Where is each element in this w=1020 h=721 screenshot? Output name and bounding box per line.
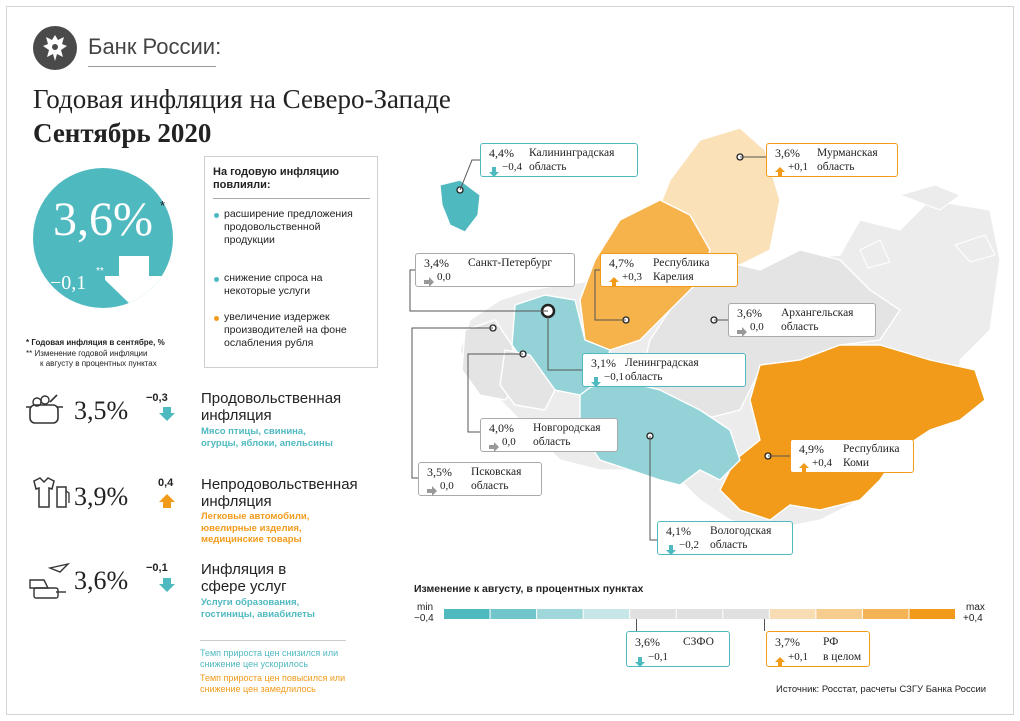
scale-marker-line <box>764 619 765 631</box>
right-arrow-icon <box>424 277 434 287</box>
scale-marker-0 <box>626 631 730 667</box>
marker-name: СЗФО <box>683 636 714 648</box>
scale-segment <box>491 609 537 619</box>
bank-logo <box>33 26 77 70</box>
factor-item: расширение предложения продовольственной продукции <box>224 208 353 246</box>
footnote-2: ** Изменение годовой инфляции <box>26 349 148 358</box>
scale-max-value: +0,4 <box>963 613 983 624</box>
down-arrow-icon <box>159 578 175 592</box>
legend-down-text: Темп прироста цен снизился или снижение цен ускорилось <box>200 648 339 669</box>
marker-name-2: в целом <box>823 651 862 663</box>
scale-marker-1 <box>766 631 870 667</box>
region-change: −0,1 <box>604 371 624 383</box>
up-arrow-icon <box>775 167 785 177</box>
region-callout-komi <box>790 439 914 473</box>
region-value: 4,4% <box>489 146 514 160</box>
page-title: Годовая инфляция на Северо-Западе <box>33 84 451 114</box>
factor-bullet <box>214 316 219 321</box>
region-value: 4,1% <box>666 524 691 538</box>
region-name-2: область <box>529 161 567 173</box>
region-name: Республика <box>653 257 710 269</box>
scale-segment <box>863 609 909 619</box>
scale-segment <box>677 609 723 619</box>
region-callout-vologda <box>657 521 793 555</box>
marker-value: 3,7% <box>775 635 800 649</box>
scale-segment <box>723 609 769 619</box>
region-name: Ленинградская <box>625 357 699 369</box>
food-inflation-items: Мясо птицы, свинина, огурцы, яблоки, апельсины <box>201 426 333 449</box>
region-name-2: область <box>710 539 748 551</box>
right-arrow-icon <box>427 486 437 496</box>
region-name: Вологодская <box>710 525 772 537</box>
factor-item: увеличение издержек производителей на фоне ослабления рубля <box>224 311 347 349</box>
region-callout-kaliningrad <box>480 143 638 177</box>
scale-segment <box>816 609 862 619</box>
region-callout-murmansk <box>766 143 898 177</box>
region-callout-leningrad <box>582 353 746 387</box>
up-arrow-icon <box>799 463 809 473</box>
legend-up-text: Темп прироста цен повысился или снижение цен замедлилось <box>200 673 346 694</box>
region-value: 3,1% <box>591 356 616 370</box>
marker-change: −0,1 <box>648 651 668 663</box>
services-inflation-items: Услуги образования, гостиницы, авиабилеты <box>201 597 315 620</box>
right-arrow-icon <box>489 442 499 452</box>
region-change: 0,0 <box>437 271 451 283</box>
region-name-2: область <box>471 480 509 492</box>
scale-title: Изменение к августу, в процентных пунктах <box>414 583 644 595</box>
page-subtitle: Сентябрь 2020 <box>33 118 212 148</box>
down-arrow-icon <box>105 256 169 308</box>
marker-name: РФ <box>823 636 839 648</box>
region-name: Мурманская <box>817 147 878 159</box>
services-inflation-change: −0,1 <box>146 562 168 574</box>
up-arrow-icon <box>775 657 785 667</box>
services-inflation-name: Инфляция в сфере услуг <box>201 561 287 595</box>
scale-segment <box>444 609 490 619</box>
footnote-1: * Годовая инфляция в сентябре, % <box>26 338 165 347</box>
region-value: 3,4% <box>424 256 449 270</box>
region-change: −0,4 <box>502 161 522 173</box>
region-value: 4,7% <box>609 256 634 270</box>
factor-bullet <box>214 213 219 218</box>
region-name-2: Коми <box>843 457 870 469</box>
scale-segment <box>630 609 676 619</box>
region-name: Республика <box>843 443 900 455</box>
down-arrow-icon <box>591 377 601 387</box>
region-name-2: область <box>781 321 819 333</box>
region-change: 0,0 <box>440 480 454 492</box>
region-callout-novgorod <box>480 418 618 452</box>
region-value: 3,6% <box>737 306 762 320</box>
scale-segment <box>770 609 816 619</box>
food-pot-icon <box>26 393 66 427</box>
region-name-2: область <box>817 161 855 173</box>
up-arrow-icon <box>159 494 175 508</box>
divider <box>88 66 216 67</box>
services-icon <box>26 562 70 602</box>
region-name: Псковская <box>471 466 522 478</box>
region-callout-karelia <box>600 253 738 287</box>
color-scale <box>444 609 956 619</box>
food-inflation-change: −0,3 <box>146 392 168 404</box>
divider <box>200 640 346 641</box>
region-value: 4,0% <box>489 421 514 435</box>
nonfood-inflation-change: 0,4 <box>158 477 174 489</box>
factors-heading: На годовую инфляцию повлияли: <box>213 166 339 191</box>
services-inflation-value: 3,6% <box>74 566 129 595</box>
scale-marker-line <box>636 619 637 631</box>
region-name: Новгородская <box>533 422 601 434</box>
bank-name: Банк России: <box>88 34 222 59</box>
right-arrow-icon <box>737 327 747 337</box>
region-callout-pskov <box>418 462 542 496</box>
down-arrow-icon <box>159 407 175 421</box>
eagle-icon <box>33 26 77 70</box>
overall-change-star: ** <box>96 266 104 277</box>
region-callout-arkhangelsk <box>728 303 876 337</box>
region-name-2: область <box>533 436 571 448</box>
region-name-2: Карелия <box>653 271 694 283</box>
divider <box>213 198 370 199</box>
scale-max-label: max <box>966 602 985 613</box>
overall-value: 3,6% <box>53 193 153 246</box>
scale-min-value: −0,4 <box>414 613 434 624</box>
region-change: 0,0 <box>502 436 516 448</box>
region-callout-spb <box>415 253 575 287</box>
marker-change: +0,1 <box>788 651 808 663</box>
up-arrow-icon <box>609 277 619 287</box>
region-change: 0,0 <box>750 321 764 333</box>
region-name: Санкт-Петербург <box>468 257 553 269</box>
food-inflation-value: 3,5% <box>74 396 129 425</box>
footnote-3: к августу в процентных пунктах <box>40 359 157 368</box>
region-change: +0,3 <box>622 271 642 283</box>
scale-min-label: min <box>417 602 434 613</box>
factor-item: снижение спроса на некоторые услуги <box>224 272 323 297</box>
nonfood-inflation-value: 3,9% <box>74 482 129 511</box>
region-change: +0,1 <box>788 161 808 173</box>
region-value: 3,5% <box>427 465 452 479</box>
down-arrow-icon <box>489 167 499 177</box>
marker-value: 3,6% <box>635 635 660 649</box>
clothes-fuel-icon <box>26 477 70 511</box>
source-note: Источник: Росстат, расчеты СЗГУ Банка России <box>776 684 987 695</box>
region-change: −0,2 <box>679 539 699 551</box>
factor-bullet <box>214 277 219 282</box>
region-name-2: область <box>625 371 663 383</box>
region-name: Архангельская <box>781 307 854 319</box>
scale-segment <box>537 609 583 619</box>
region-value: 3,6% <box>775 146 800 160</box>
region-change: +0,4 <box>812 457 832 469</box>
scale-segment <box>909 609 955 619</box>
region-komi <box>720 345 985 520</box>
nonfood-inflation-name: Непродовольственная инфляция <box>201 476 358 510</box>
food-inflation-name: Продовольственная инфляция <box>201 390 342 424</box>
region-value: 4,9% <box>799 442 824 456</box>
overall-star: * <box>160 198 166 213</box>
region-name: Калининградская <box>529 147 615 159</box>
scale-segment <box>584 609 630 619</box>
down-arrow-icon <box>635 657 645 667</box>
down-arrow-icon <box>666 545 676 555</box>
overall-change: −0,1 <box>50 272 87 294</box>
nonfood-inflation-items: Легковые автомобили, ювелирные изделия, медицинские товары <box>201 511 310 545</box>
